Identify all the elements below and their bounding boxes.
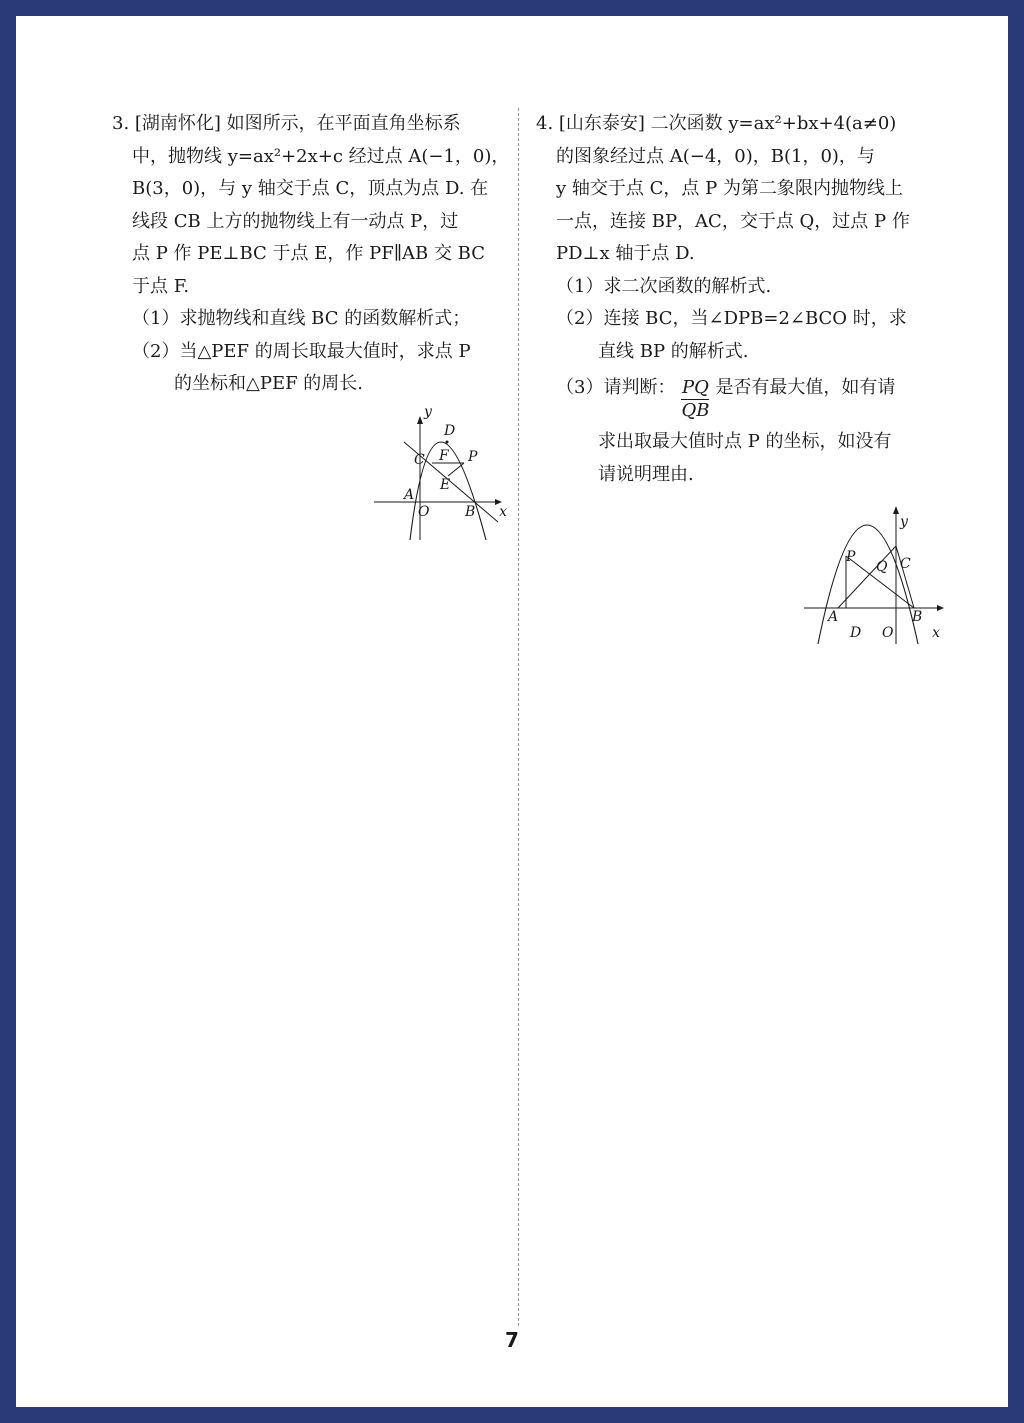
q3-line-4: 线段 CB 上方的抛物线上有一动点 P，过 <box>132 210 459 232</box>
q4-line-3: y 轴交于点 C，点 P 为第二象限内抛物线上 <box>556 178 903 199</box>
q4-line-1: 4. [山东泰安] 二次函数 y=ax²+bx+4(a≠0) <box>536 113 897 134</box>
q3-part-2-cont: 的坐标和△PEF 的周长. <box>174 373 364 394</box>
q4-part-1: （1）求二次函数的解析式. <box>556 275 772 297</box>
q3-vertex-d <box>446 441 449 444</box>
q4-parabola <box>818 525 918 644</box>
page-number: 7 <box>505 1328 519 1352</box>
q4-label-o: O <box>882 625 894 641</box>
q4-label-q: Q <box>876 559 888 575</box>
q3-label-c: C <box>414 452 425 468</box>
q4-part-2-cont: 直线 BP 的解析式. <box>598 340 749 362</box>
q4-line-4: 一点，连接 BP，AC，交于点 Q，过点 P 作 <box>556 210 910 232</box>
q3-y-arrow <box>417 416 423 424</box>
q4-part-2: （2）连接 BC，当∠DPB=2∠BCO 时，求 <box>556 308 907 329</box>
q3-line-5: 点 P 作 PE⊥BC 于点 E，作 PF∥AB 交 BC <box>132 243 486 264</box>
q3-label-b: B <box>465 504 476 520</box>
q3-line-1: 3. [湖南怀化] 如图所示，在平面直角坐标系 <box>112 113 461 134</box>
q4-label-a: A <box>828 609 839 625</box>
q4-part-3 <box>536 372 936 422</box>
q3-figure <box>374 402 506 542</box>
q4-label-c: C <box>900 556 911 572</box>
q3-label-d: D <box>444 423 456 439</box>
q4-line-2: 的图象经过点 A(−4，0)，B(1，0)，与 <box>556 145 875 167</box>
q3-label-f: F <box>439 448 449 464</box>
q3-part-1: （1）求抛物线和直线 BC 的函数解析式； <box>132 308 471 329</box>
q4-label-x: x <box>932 625 940 641</box>
q3-label-y: y <box>424 404 432 420</box>
q3-line-3: B(3，0)，与 y 轴交于点 C，顶点为点 D. 在 <box>132 178 489 199</box>
q4-fraction <box>681 377 709 422</box>
question-3 <box>112 108 512 401</box>
q3-label-a: A <box>404 487 415 503</box>
q4-label-y: y <box>900 514 908 530</box>
q3-label-e: E <box>440 477 451 493</box>
question-4 <box>536 108 936 491</box>
q3-line-2: 中，抛物线 y=ax²+2x+c 经过点 A(−1，0)， <box>132 145 510 167</box>
column-divider <box>518 108 519 1326</box>
q3-label-o: O <box>418 504 430 520</box>
q4-fraction-numerator: PQ <box>682 377 709 398</box>
q3-segment-pe <box>448 463 464 476</box>
q4-part-3-cont-1: 求出取最大值时点 P 的坐标，如没有 <box>598 431 892 452</box>
q4-fraction-denominator: QB <box>681 400 710 421</box>
q4-part-3-prefix: （3）请判断： <box>556 377 676 398</box>
q4-y-arrow <box>893 506 899 514</box>
q3-part-2: （2）当△PEF 的周长取最大值时，求点 P <box>132 340 471 362</box>
q4-label-d: D <box>850 625 862 641</box>
q3-label-p: P <box>468 449 478 465</box>
q4-label-p: P <box>846 549 856 565</box>
q3-label-x: x <box>499 504 507 520</box>
q4-x-arrow <box>937 605 944 611</box>
page <box>16 16 1008 1407</box>
q4-figure <box>804 496 954 646</box>
q4-line-5: PD⊥x 轴于点 D. <box>556 243 695 264</box>
q4-part-3-cont-2: 请说明理由. <box>598 463 694 485</box>
q4-part-3-suffix: 是否有最大值，如有请 <box>715 377 896 398</box>
q4-label-b: B <box>912 609 923 625</box>
q3-line-6: 于点 F. <box>132 275 190 297</box>
